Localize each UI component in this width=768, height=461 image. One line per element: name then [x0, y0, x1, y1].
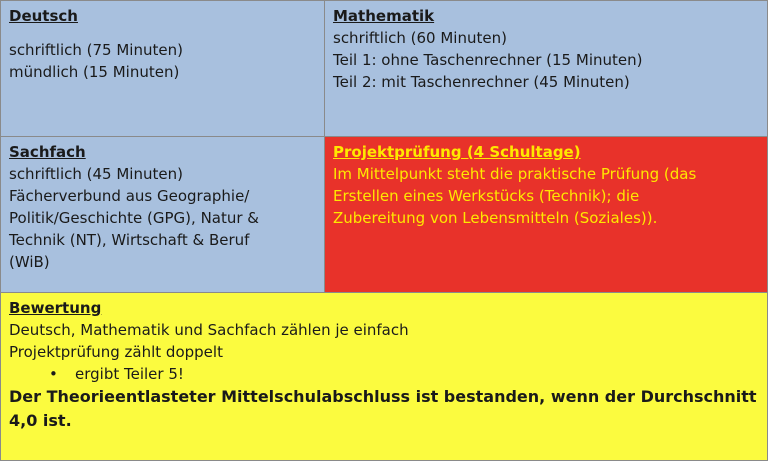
mathematik-line: schriftlich (60 Minuten): [333, 29, 507, 47]
projektpruefung-line: Erstellen eines Werkstücks (Technik); die: [333, 187, 640, 205]
bullet-icon: •: [49, 365, 58, 383]
deutsch-title: Deutsch: [9, 7, 78, 25]
mathematik-title: Mathematik: [333, 7, 435, 25]
sachfach-line: Politik/Geschichte (GPG), Natur &: [9, 209, 259, 227]
deutsch-line: schriftlich (75 Minuten): [9, 41, 183, 59]
bewertung-bullet-item: [9, 363, 759, 385]
bewertung-title: Bewertung: [9, 299, 102, 317]
bewertung-line: Deutsch, Mathematik und Sachfach zählen je einfach: [9, 321, 409, 339]
bewertung-cell: [0, 292, 768, 461]
sachfach-cell: [0, 136, 325, 293]
deutsch-line: mündlich (15 Minuten): [9, 63, 180, 81]
mathematik-line: Teil 1: ohne Taschenrechner (15 Minuten): [333, 51, 643, 69]
sachfach-line: Technik (NT), Wirtschaft & Beruf: [9, 231, 250, 249]
mathematik-line: Teil 2: mit Taschenrechner (45 Minuten): [333, 73, 630, 91]
deutsch-cell: [0, 0, 325, 137]
mathematik-cell: [324, 0, 768, 137]
bewertung-conclusion: 4,0 ist.: [9, 411, 72, 430]
bewertung-bullet-text: ergibt Teiler 5!: [75, 365, 184, 383]
sachfach-title: Sachfach: [9, 143, 86, 161]
sachfach-line: (WiB): [9, 253, 50, 271]
projektpruefung-cell: [324, 136, 768, 293]
bewertung-conclusion: Der Theorieentlasteter Mittelschulabschluss ist bestanden, wenn der Durchschnitt: [9, 387, 757, 406]
projektpruefung-line: Im Mittelpunkt steht die praktische Prüfung (das: [333, 165, 697, 183]
projektpruefung-line: Zubereitung von Lebensmitteln (Soziales)).: [333, 209, 658, 227]
sachfach-line: schriftlich (45 Minuten): [9, 165, 183, 183]
projektpruefung-title: Projektprüfung (4 Schultage): [333, 143, 581, 161]
bewertung-line: Projektprüfung zählt doppelt: [9, 343, 223, 361]
sachfach-line: Fächerverbund aus Geographie/: [9, 187, 250, 205]
